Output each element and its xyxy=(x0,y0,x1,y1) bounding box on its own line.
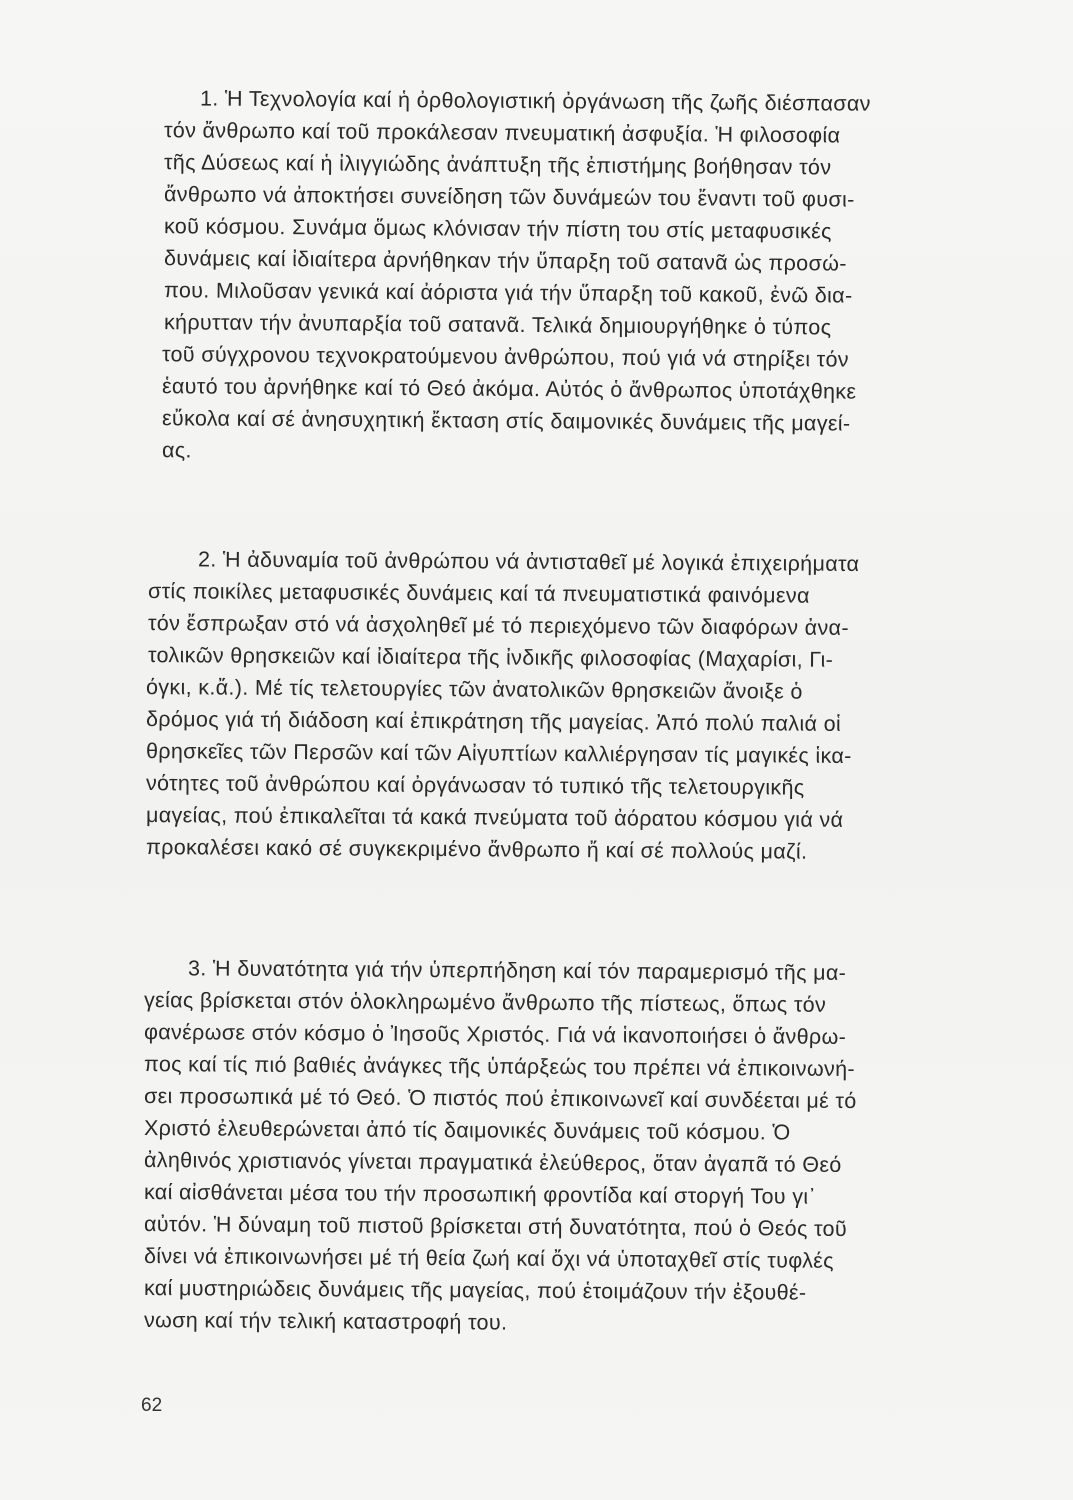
text-line: τόν ἔσπρωξαν στό νά ἀσχοληθεῖ μέ τό περιεχόμενο τῶν διαφόρων ἀνα- xyxy=(147,611,849,640)
text-line: αὐτόν. Ἡ δύναμη τοῦ πιστοῦ βρίσκεται στή δυνατότητα, πού ὁ Θεός τοῦ xyxy=(143,1212,848,1241)
text-line: σει προσωπικά μέ τό Θεό. Ὁ πιστός πού ἐπικοινωνεῖ καί συνδέεται μέ τό xyxy=(143,1084,857,1113)
text-line: θρησκεῖες τῶν Περσῶν καί τῶν Αἰγυπτίων καλλιέργησαν τίς μαγικές ἱκα- xyxy=(145,739,852,768)
text-line: ἀληθινός χριστιανός γίνεται πραγματικά ἐλεύθερος, ὅταν ἀγαπᾶ τό Θεό xyxy=(143,1148,842,1177)
text-line: νότητες τοῦ ἀνθρώπου καί ὀργάνωσαν τό τυπικό τῆς τελετουργικῆς xyxy=(145,771,805,800)
text-line: ἑαυτό του ἀρνήθηκε καί τό Θεό ἀκόμα. Αὐτός ὁ ἄνθρωπος ὑποτάχθηκε xyxy=(161,374,857,404)
text-line: νωση καί τήν τελική καταστροφή του. xyxy=(143,1308,508,1335)
text-line: Χριστό ἐλευθερώνεται ἀπό τίς δαιμονικές δυνάμεις τοῦ κόσμου. Ὁ xyxy=(143,1116,791,1145)
text-line: πος καί τίς πιό βαθιές ἀνάγκες τῆς ὑπάρξεώς του πρέπει νά ἐπικοινωνή- xyxy=(143,1052,856,1081)
text-line: καί μυστηριώδεις δυνάμεις τῆς μαγείας, πού ἑτοιμάζουν τήν ἐξουθέ- xyxy=(143,1276,807,1305)
text-line: τῆς Δύσεως καί ἡ ἰλιγγιώδης ἀνάπτυξη τῆς ἐπιστήμης βοήθησαν τόν xyxy=(163,150,832,180)
text-line: τολικῶν θρησκειῶν καί ἰδιαίτερα τῆς ἰνδικῆς φιλοσοφίας (Μαχαρίσι, Γι- xyxy=(147,643,834,672)
page-number: 62 xyxy=(141,1395,163,1416)
text-line: τοῦ σύγχρονου τεχνοκρατούμενου ἀνθρώπου, πού γιά νά στηρίξει τόν xyxy=(161,342,850,372)
text-line: όγκι, κ.ἄ.). Μέ τίς τελετουργίες τῶν ἀνατολικῶν θρησκειῶν ἄνοιξε ὁ xyxy=(145,675,803,704)
text-line: κοῦ κόσμου. Συνάμα ὅμως κλόνισαν τήν πίστη του στίς μεταφυσικές xyxy=(163,214,832,244)
text-line: 1. Ἡ Τεχνολογία καί ἡ ὀρθολογιστική ὀργάνωση τῆς ζωῆς διέσπασαν xyxy=(199,86,871,116)
text-line: μαγείας, πού ἐπικαλεῖται τά κακά πνεύματα τοῦ ἀόρατου κόσμου γιά νά xyxy=(145,803,844,832)
text-line: δυνάμεις καί ἰδιαίτερα ἀρνήθηκαν τήν ὕπαρξη τοῦ σατανᾶ ὡς προσώ- xyxy=(163,246,847,276)
text-line: προκαλέσει κακό σέ συγκεκριμένο ἄνθρωπο ἤ καί σέ πολλούς μαζί. xyxy=(145,835,808,864)
text-line: κήρυτταν τήν ἀνυπαρξία τοῦ σατανᾶ. Τελικά δημιουργήθηκε ὁ τύπος xyxy=(163,310,832,340)
paragraph-2 xyxy=(142,543,1022,863)
text-line: δίνει νά ἐπικοινωνήσει μέ τή θεία ζωή καί ὄχι νά ὑποταχθεῖ στίς τυφλές xyxy=(143,1244,834,1273)
text-line: εὔκολα καί σέ ἀνησυχητική ἔκταση στίς δαιμονικές δυνάμεις τῆς μαγεί- xyxy=(161,406,851,436)
text-line: στίς ποικίλες μεταφυσικές δυνάμεις καί τά πνευματιστικά φαινόμενα xyxy=(147,579,810,608)
text-line: καί αἰσθάνεται μέσα του τήν προσωπική φροντίδα καί στοργή Του γι᾽ xyxy=(143,1180,817,1209)
text-line: ας. xyxy=(161,438,192,463)
paragraph-3 xyxy=(142,952,1022,1336)
text-line: 3. Ἡ δυνατότητα γιά τήν ὑπερπήδηση καί τόν παραμερισμό τῆς μα- xyxy=(187,956,847,985)
text-line: ἄνθρωπο νά ἀποκτήσει συνείδηση τῶν δυνάμεών του ἔναντι τοῦ φυσι- xyxy=(163,182,855,212)
text-line: φανέρωσε στόν κόσμο ὁ Ἰησοῦς Χριστός. Γιά νά ἱκανοποιήσει ὁ ἄνθρω- xyxy=(143,1020,847,1049)
text-line: που. Μιλοῦσαν γενικά καί ἀόριστα γιά τήν ὕπαρξη τοῦ κακοῦ, ἐνῶ δια- xyxy=(163,278,853,308)
paragraph-1 xyxy=(142,82,1022,466)
text-line: δρόμος γιά τή διάδοση καί ἐπικράτηση τῆς μαγείας. Ἀπό πολύ παλιά οἱ xyxy=(145,707,842,736)
text-line: 2. Ἡ ἀδυναμία τοῦ ἀνθρώπου νά ἀντισταθεῖ μέ λογικά ἐπιχειρήματα xyxy=(197,547,860,577)
text-line: γείας βρίσκεται στόν ὁλοκληρωμένο ἄνθρωπο τῆς πίστεως, ὅπως τόν xyxy=(143,988,827,1017)
text-line: τόν ἄνθρωπο καί τοῦ προκάλεσαν πνευματική ἀσφυξία. Ἡ φιλοσοφία xyxy=(163,118,841,148)
